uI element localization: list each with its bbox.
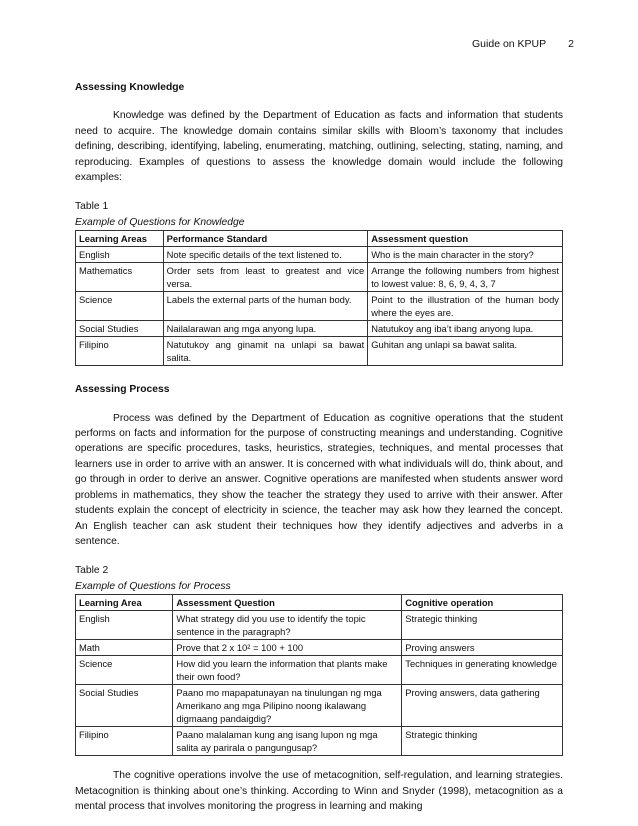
table-cell: Arrange the following numbers from highest to lowest value: 8, 6, 9, 4, 3, 7 [368,263,563,292]
process-table [75,594,563,756]
table-cell: Strategic thinking [402,727,563,756]
table-row [76,292,563,321]
table-cell: Strategic thinking [402,611,563,640]
header-title: Guide on KPUP [472,38,547,50]
table1-caption: Example of Questions for Knowledge [75,216,245,228]
table-header-row [76,595,563,611]
table-cell: Science [76,292,164,321]
table-cell: English [76,611,173,640]
table-row [76,321,563,337]
table-row [76,656,563,685]
table-row [76,611,563,640]
knowledge-paragraph: Knowledge was defined by the Department of Education as facts and information that students need to acquire. The knowledge domain contains similar skills with Bloom’s taxonomy that includes defining, describing, identifying, labeling, enumerating, matching, outlining, selecting, stating, naming, and reproducing. Examples of questions to assess the knowledge domain would include the following examples: [75,110,563,184]
table-row [76,337,563,366]
table-cell: English [76,247,164,263]
table-cell: Math [76,640,173,656]
table1-label: Table 1 [75,201,109,213]
table-cell: Paano malalaman kung ang isang lupon ng mga salita ay parirala o pangungusap? [173,727,402,756]
table-header-cell: Learning Areas [76,231,164,247]
table2-label: Table 2 [75,565,109,577]
table-cell: Proving answers, data gathering [402,685,563,727]
table-row [76,263,563,292]
knowledge-table [75,230,563,366]
table-row [76,727,563,756]
process-paragraph: Process was defined by the Department of Education as cognitive operations that the student performs on facts and information for the purpose of constructing meanings and understanding. Cognitive operations are specific procedures, tasks, heuristics, strategies, techniques, and mental processes that learners use in order to arrive with an answer. It is concerned with what individuals will do, think about, and go through in order to derive an answer. Cognitive operations are manifested when students answer word problems in mathematics, they show the teacher the strategy they used to arrive with their answer. After students explain the concept of electricity in science, the teacher may ask how they learned the concept. An English teacher can ask student their techniques how they identify adjectives and adverbs in a sentence. [75,412,563,547]
page-number: 2 [568,38,574,50]
table-cell: Filipino [76,727,173,756]
table-cell: Prove that 2 x 10² = 100 + 100 [173,640,402,656]
table-header-cell: Assessment question [368,231,563,247]
table-cell: Science [76,656,173,685]
table-cell: Natutukoy ang iba’t ibang anyong lupa. [368,321,563,337]
table-cell: Natutukoy ang ginamit na unlapi sa bawat salita. [163,337,368,366]
table-cell: What strategy did you use to identify the topic sentence in the paragraph? [173,611,402,640]
table-cell: Order sets from least to greatest and vice versa. [163,263,368,292]
table-row [76,685,563,727]
spacer [75,756,563,768]
table-cell: Filipino [76,337,164,366]
table-cell: Guhitan ang unlapi sa bawat salita. [368,337,563,366]
table-row [76,247,563,263]
table-header-row [76,231,563,247]
table-cell: Mathematics [76,263,164,292]
page-content [75,80,563,814]
table-cell: Labels the external parts of the human body. [163,292,368,321]
table-cell: Who is the main character in the story? [368,247,563,263]
page-header [472,38,574,50]
table-cell: Proving answers [402,640,563,656]
table-header-cell: Cognitive operation [402,595,563,611]
table-row [76,640,563,656]
table-header-cell: Assessment Question [173,595,402,611]
table-header-cell: Learning Area [76,595,173,611]
spacer [75,366,563,382]
section-heading-knowledge: Assessing Knowledge [75,82,185,93]
table-cell: How did you learn the information that plants make their own food? [173,656,402,685]
section-heading-process: Assessing Process [75,384,170,396]
table-cell: Note specific details of the text listened to. [163,247,368,263]
table-cell: Nailalarawan ang mga anyong lupa. [163,321,368,337]
table-cell: Social Studies [76,685,173,727]
table-cell: Techniques in generating knowledge [402,656,563,685]
table-cell: Social Studies [76,321,164,337]
table-header-cell: Performance Standard [163,231,368,247]
table2-caption: Example of Questions for Process [75,580,231,592]
table-cell: Point to the illustration of the human body where the eyes are. [368,292,563,321]
table-cell: Paano mo mapapatunayan na tinulungan ng mga Amerikano ang mga Pilipino noong ikalawang digmaang pandaigdig? [173,685,402,727]
closing-paragraph: The cognitive operations involve the use of metacognition, self-regulation, and learning strategies. Metacognition is thinking about one’s thinking. According to Winn and Snyder (1998), metacognition as a mental process that involves monitoring the progress in learning and making [75,770,563,812]
